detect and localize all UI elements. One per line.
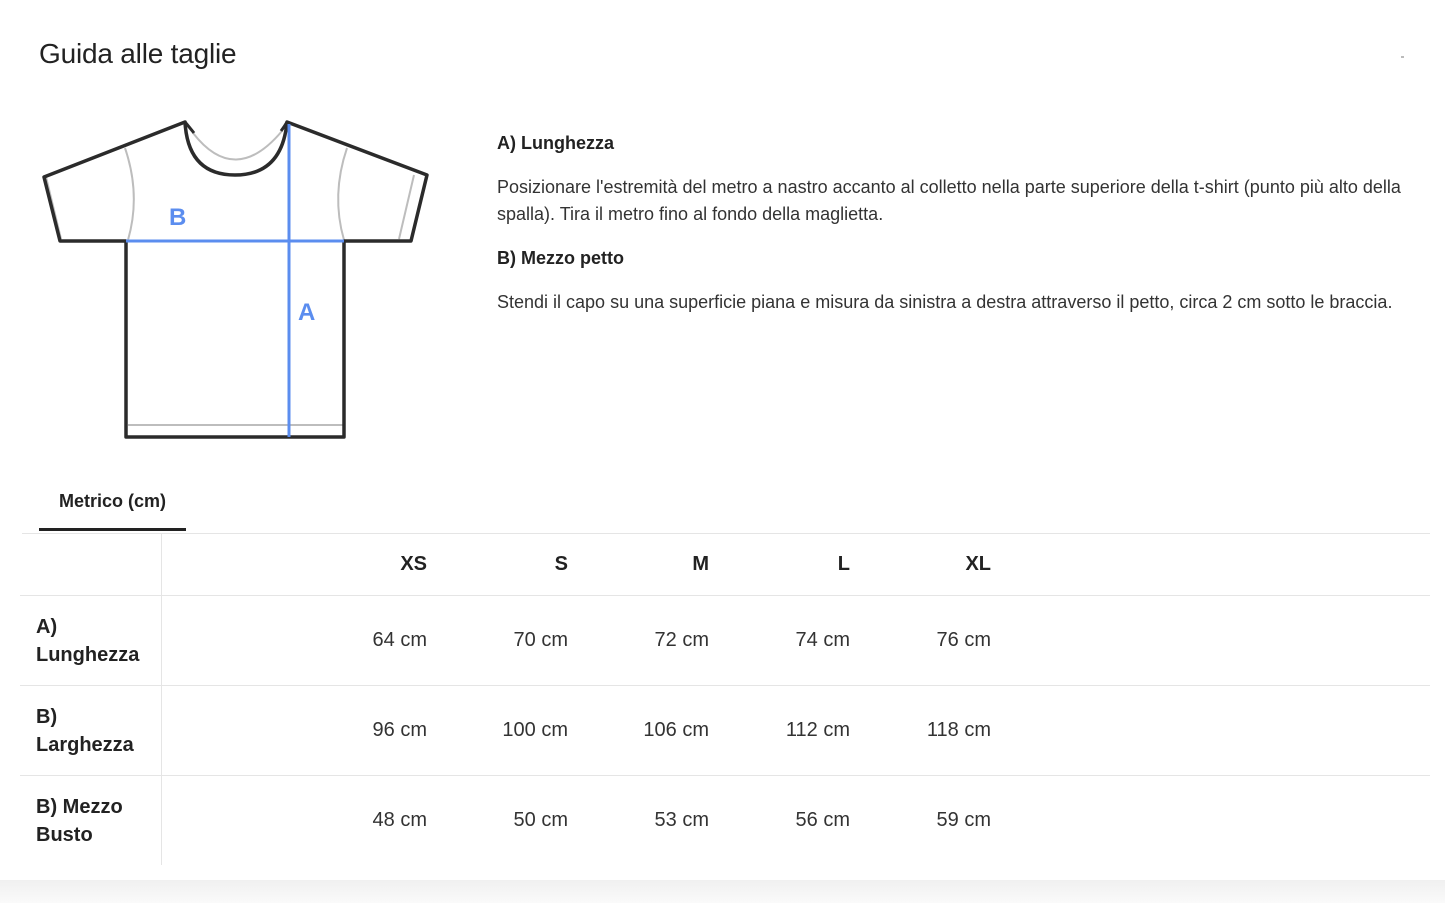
size-header-s: S (427, 533, 568, 596)
table-cell: 64 cm (161, 596, 427, 686)
table-header-spacer (991, 533, 1430, 596)
right-sleeve-seam (338, 148, 347, 240)
table-cell: 118 cm (850, 686, 991, 776)
size-table (20, 533, 1430, 865)
table-cell: 96 cm (161, 686, 427, 776)
tab-metric[interactable]: Metrico (cm) (39, 480, 186, 531)
size-header-xs: XS (161, 533, 427, 596)
size-header-m: M (568, 533, 709, 596)
instruction-text-mezzo-petto: Stendi il capo su una superficie piana e misura da sinistra a destra attraverso il petto, circa 2 cm sotto le braccia. (497, 292, 1393, 312)
table-row (20, 776, 1430, 866)
table-spacer-cell (991, 776, 1430, 866)
tshirt-diagram (38, 115, 434, 445)
tshirt-outline (44, 122, 427, 437)
size-header-xl: XL (850, 533, 991, 596)
collar-inner (193, 131, 282, 160)
table-header-row (20, 533, 1430, 596)
table-cell: 48 cm (372, 809, 427, 831)
label-b: B (169, 204, 187, 231)
instruction-text-lunghezza: Posizionare l'estremità del metro a nastro accanto al colletto nella parte superiore della t-shirt (punto più alto della spalla). Tira il metro fino al fondo della maglietta. (497, 177, 1401, 224)
table-cell: 112 cm (709, 686, 850, 776)
table-cell: 59 cm (936, 809, 991, 831)
row-label-mezzo-busto: B) Mezzo Busto (20, 776, 161, 866)
row-label-larghezza: B) Larghezza (20, 686, 161, 776)
table-cell: 56 cm (795, 809, 850, 831)
instruction-heading-lunghezza: A) Lunghezza (497, 133, 614, 153)
table-cell: 53 cm (654, 809, 709, 831)
table-row (20, 686, 1430, 776)
size-header-l: L (709, 533, 850, 596)
table-cell: 74 cm (709, 596, 850, 686)
right-sleeve-hem (399, 175, 414, 239)
table-spacer-cell (991, 596, 1430, 686)
page-title: Guida alle taglie (39, 38, 237, 69)
bottom-edge-shadow (0, 880, 1445, 903)
table-cell: 76 cm (850, 596, 991, 686)
row-label-lunghezza: A) Lunghezza (20, 596, 161, 686)
left-sleeve-seam (125, 148, 134, 240)
instruction-heading-mezzo-petto: B) Mezzo petto (497, 248, 624, 268)
table-cell: 100 cm (427, 686, 568, 776)
table-cell: 72 cm (568, 596, 709, 686)
table-cell: 70 cm (427, 596, 568, 686)
table-cell: 50 cm (513, 809, 568, 831)
table-row (20, 596, 1430, 686)
table-corner-cell (20, 533, 161, 596)
unit-tabs (22, 480, 1430, 534)
label-a: A (298, 299, 316, 326)
corner-mark (1401, 56, 1404, 58)
measurement-instructions (497, 133, 1417, 336)
table-spacer-cell (991, 686, 1430, 776)
table-cell: 106 cm (568, 686, 709, 776)
